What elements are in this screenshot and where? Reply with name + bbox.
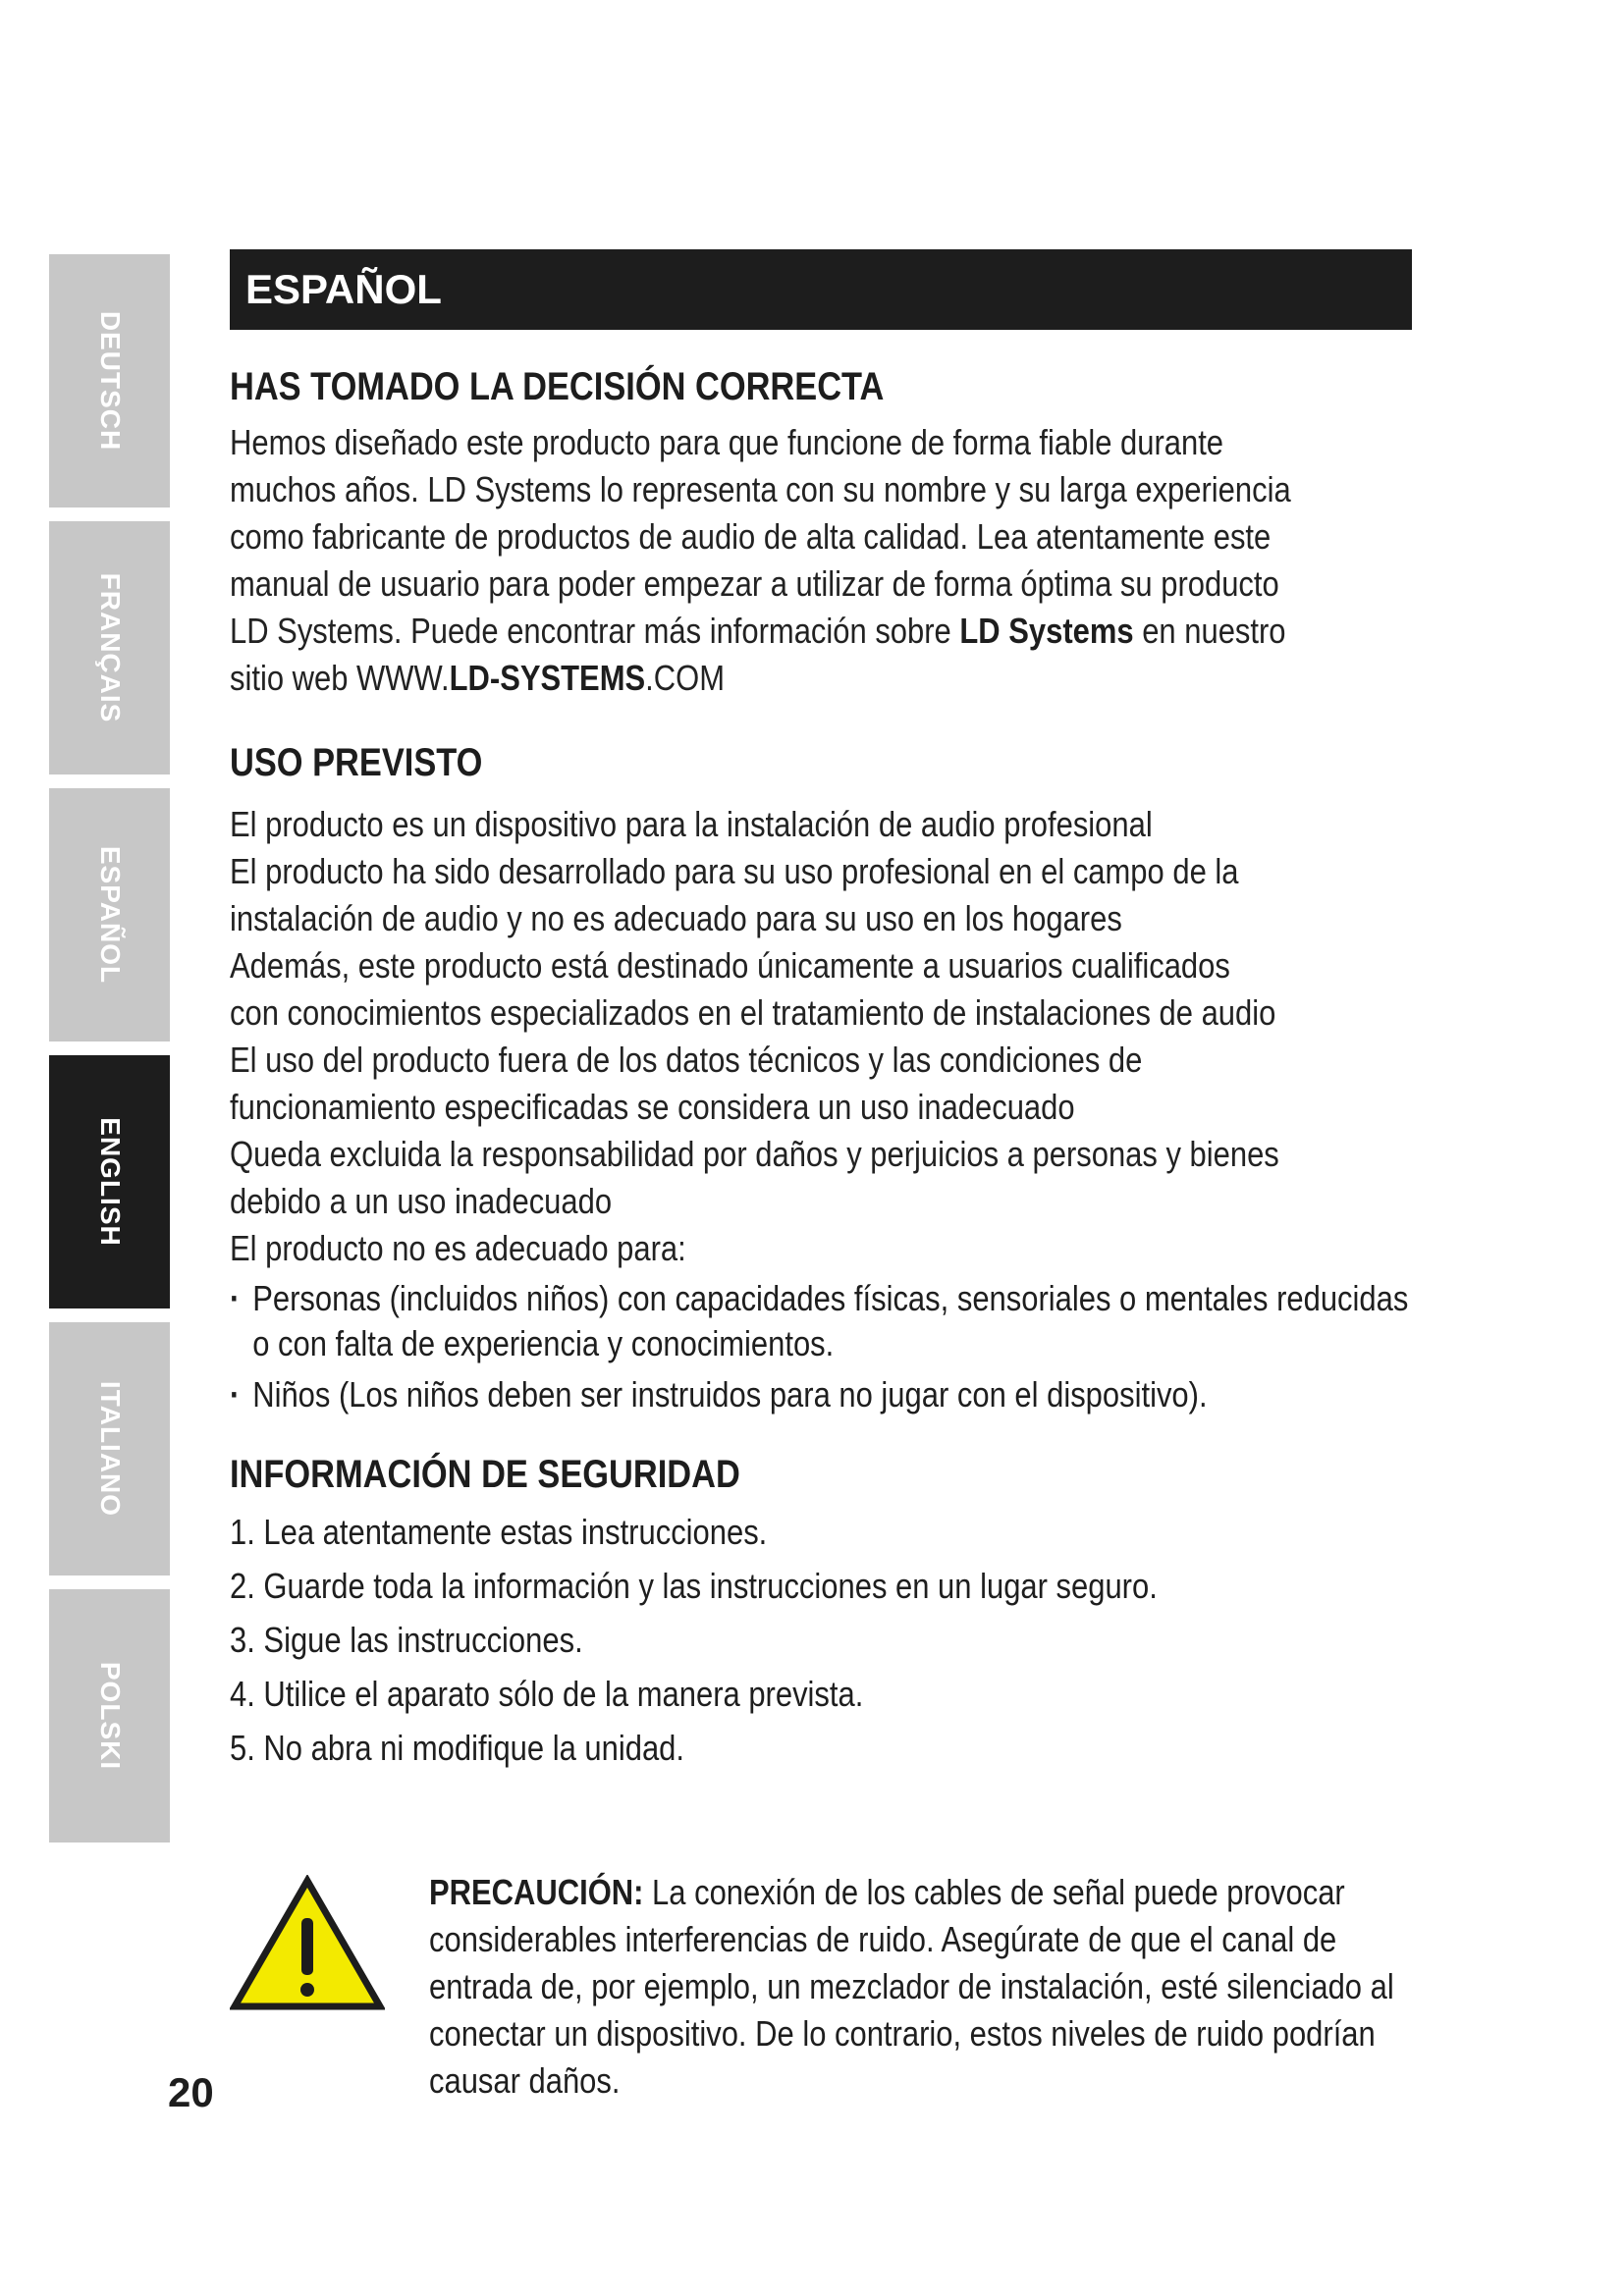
paragraph-line	[230, 608, 1403, 655]
tab-deutsch[interactable]	[49, 254, 170, 507]
section-title: HAS TOMADO LA DECISIÓN CORRECTA	[230, 365, 885, 408]
tab-english[interactable]	[49, 1055, 170, 1308]
list-item: 1. Lea atentamente estas instrucciones.	[230, 1512, 768, 1552]
paragraph-line: Queda excluida la responsabilidad por daños y perjuicios a personas y bienes	[230, 1134, 1279, 1174]
tab-label: POLSKI	[94, 1661, 126, 1771]
paragraph-line: como fabricante de productos de audio de alta calidad. Lea atentamente este	[230, 516, 1272, 557]
tab-label: ENGLISH	[94, 1117, 126, 1247]
warning-icon	[230, 1875, 385, 2012]
list-item: 2. Guarde toda la información y las instrucciones en un lugar seguro.	[230, 1566, 1158, 1606]
paragraph-line: con conocimientos especializados en el tratamiento de instalaciones de audio	[230, 992, 1276, 1033]
section-title: INFORMACIÓN DE SEGURIDAD	[230, 1453, 740, 1496]
caution-text	[429, 1869, 1409, 2105]
caution-label: PRECAUCIÓN:	[429, 1872, 644, 1912]
language-header	[230, 249, 1412, 330]
tab-francais[interactable]	[49, 521, 170, 774]
tab-label: ESPAÑOL	[94, 845, 126, 985]
paragraph-line: debido a un uso inadecuado	[230, 1181, 613, 1221]
list-item: · Personas (incluidos niños) con capacidades físicas, sensoriales o mentales reducidas o con falta de experiencia y conocimientos.	[230, 1276, 1409, 1366]
page-number: 20	[168, 2069, 214, 2115]
section-decision	[230, 365, 1412, 702]
tab-label: ITALIANO	[94, 1380, 126, 1518]
caution-box	[230, 1834, 1412, 2101]
website-brand: LD-SYSTEMS	[449, 658, 646, 698]
paragraph-line: El producto ha sido desarrollado para su uso profesional en el campo de la	[230, 851, 1239, 891]
paragraph-line: funcionamiento especificadas se considera un uso inadecuado	[230, 1087, 1075, 1127]
section-title: USO PREVISTO	[230, 741, 483, 784]
list-item: 4. Utilice el aparato sólo de la manera prevista.	[230, 1674, 864, 1714]
brand-name: LD Systems	[959, 611, 1134, 651]
list-item: 3. Sigue las instrucciones.	[230, 1620, 583, 1660]
tab-italiano[interactable]	[49, 1322, 170, 1575]
text-run: en nuestro	[1133, 611, 1286, 651]
list-item: 5. No abra ni modifique la unidad.	[230, 1728, 684, 1768]
text-run: sitio web WWW.	[230, 658, 450, 698]
paragraph-line: instalación de audio y no es adecuado para su uso en los hogares	[230, 898, 1122, 938]
tab-label: FRANÇAIS	[94, 572, 126, 723]
caution-body: La conexión de los cables de señal puede provocar considerables interferencias de ruido. Asegúrate de que el canal de entrada de, por ejemplo, un mezclador de instalación, esté silenciado al conectar un dispositivo. De lo contrario, estos niveles de ruido podrían causar daños.	[429, 1872, 1394, 2101]
tab-polski[interactable]	[49, 1589, 170, 1842]
text-run: LD Systems. Puede encontrar más información sobre	[230, 611, 960, 651]
numbered-list	[230, 1505, 1412, 1775]
section-safety	[230, 1453, 1412, 1775]
paragraph-line: Hemos diseñado este producto para que funcione de forma fiable durante	[230, 422, 1224, 462]
paragraph-line: muchos años. LD Systems lo representa con su nombre y su larga experiencia	[230, 469, 1291, 509]
language-tabs	[49, 254, 170, 1856]
paragraph-line: El uso del producto fuera de los datos técnicos y las condiciones de	[230, 1040, 1143, 1080]
tab-label: DEUTSCH	[94, 310, 126, 452]
paragraph-line: El producto es un dispositivo para la instalación de audio profesional	[230, 804, 1153, 844]
paragraph-line: manual de usuario para poder empezar a utilizar de forma óptima su producto	[230, 563, 1279, 604]
page-content	[230, 249, 1412, 1775]
paragraph-line: El producto no es adecuado para:	[230, 1228, 686, 1268]
list-item: · Niños (Los niños deben ser instruidos para no jugar con el dispositivo).	[230, 1372, 1409, 1417]
paragraph-line: Además, este producto está destinado únicamente a usuarios cualificados	[230, 945, 1230, 986]
tab-espanol[interactable]	[49, 788, 170, 1041]
section-intended-use	[230, 741, 1412, 1417]
text-run: .COM	[645, 658, 725, 698]
paragraph-line	[230, 655, 1403, 702]
bullet-list	[230, 1276, 1412, 1417]
language-title: ESPAÑOL	[245, 266, 442, 312]
